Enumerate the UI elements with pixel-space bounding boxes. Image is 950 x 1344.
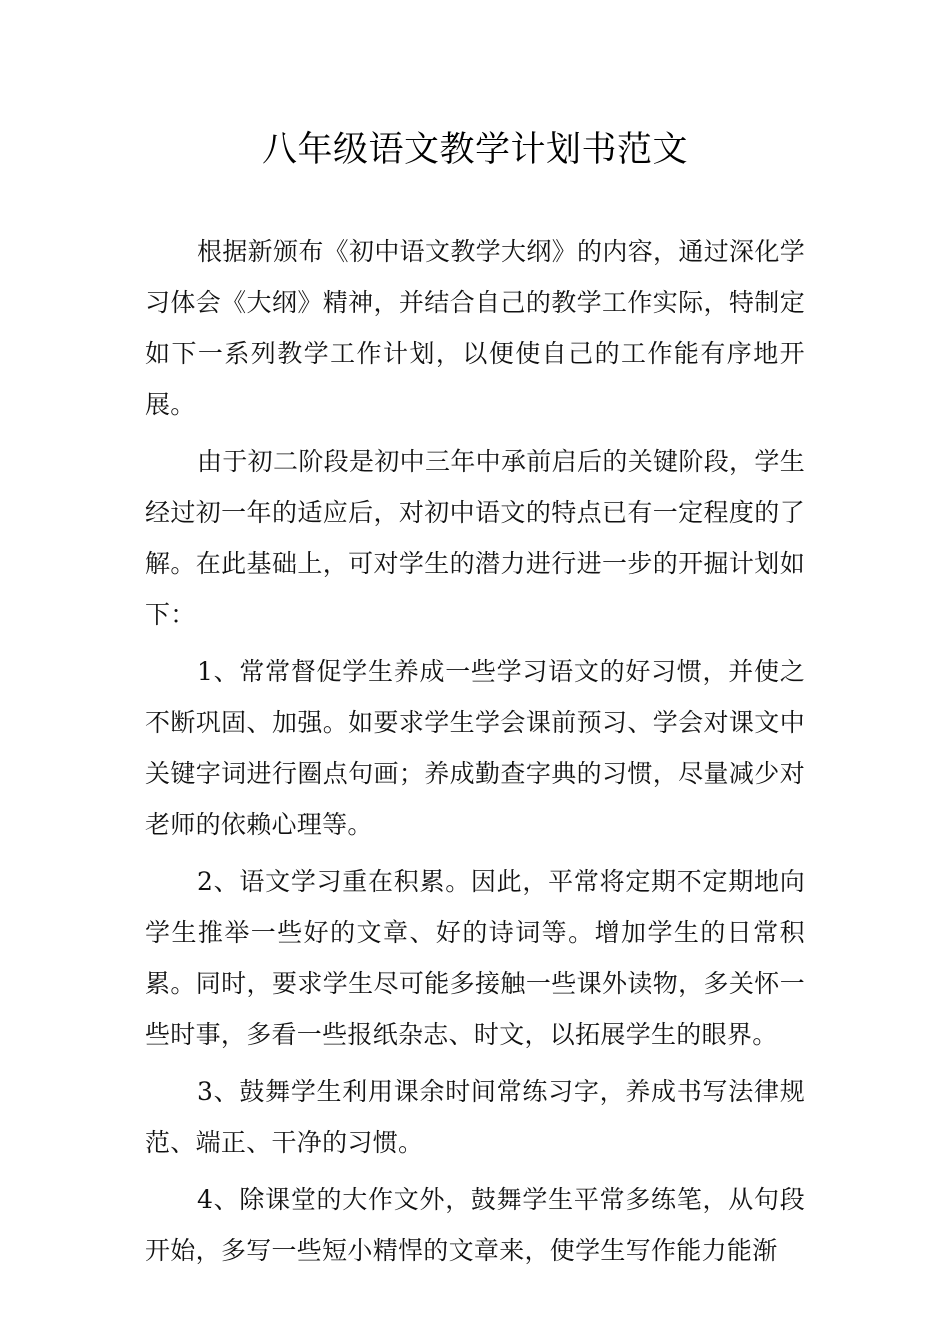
paragraph-background: 由于初二阶段是初中三年中承前启后的关键阶段，学生经过初一年的适应后，对初中语文的特点已有一定程度的了解。在此基础上，可对学生的潜力进行进一步的开掘计划如下： xyxy=(145,447,805,629)
paragraph-plan-2: 2、语文学习重在积累。因此，平常将定期不定期地向学生推举一些好的文章、好的诗词等。增加学生的日常积累。同时，要求学生尽可能多接触一些课外读物，多关怀一些时事，多看一些报纸杂志、时文，以拓展学生的眼界。 xyxy=(145,867,805,1049)
paragraph-intro: 根据新颁布《初中语文教学大纲》的内容，通过深化学习体会《大纲》精神，并结合自己的教学工作实际，特制定如下一系列教学工作计划，以便使自己的工作能有序地开展。 xyxy=(145,237,805,419)
paragraph-plan-3: 3、鼓舞学生利用课余时间常练习字，养成书写法律规范、端正、干净的习惯。 xyxy=(145,1077,805,1157)
document-body xyxy=(145,226,805,1276)
paragraph-plan-1: 1、常常督促学生养成一些学习语文的好习惯，并使之不断巩固、加强。如要求学生学会课前预习、学会对课文中关键字词进行圈点句画；养成勤查字典的习惯，尽量减少对老师的依赖心理等。 xyxy=(145,657,805,839)
document-title: 八年级语文教学计划书范文 xyxy=(261,130,688,170)
paragraph-plan-4: 4、除课堂的大作文外，鼓舞学生平常多练笔，从句段开始，多写一些短小精悍的文章来，使学生写作能力能渐 xyxy=(145,1185,805,1265)
